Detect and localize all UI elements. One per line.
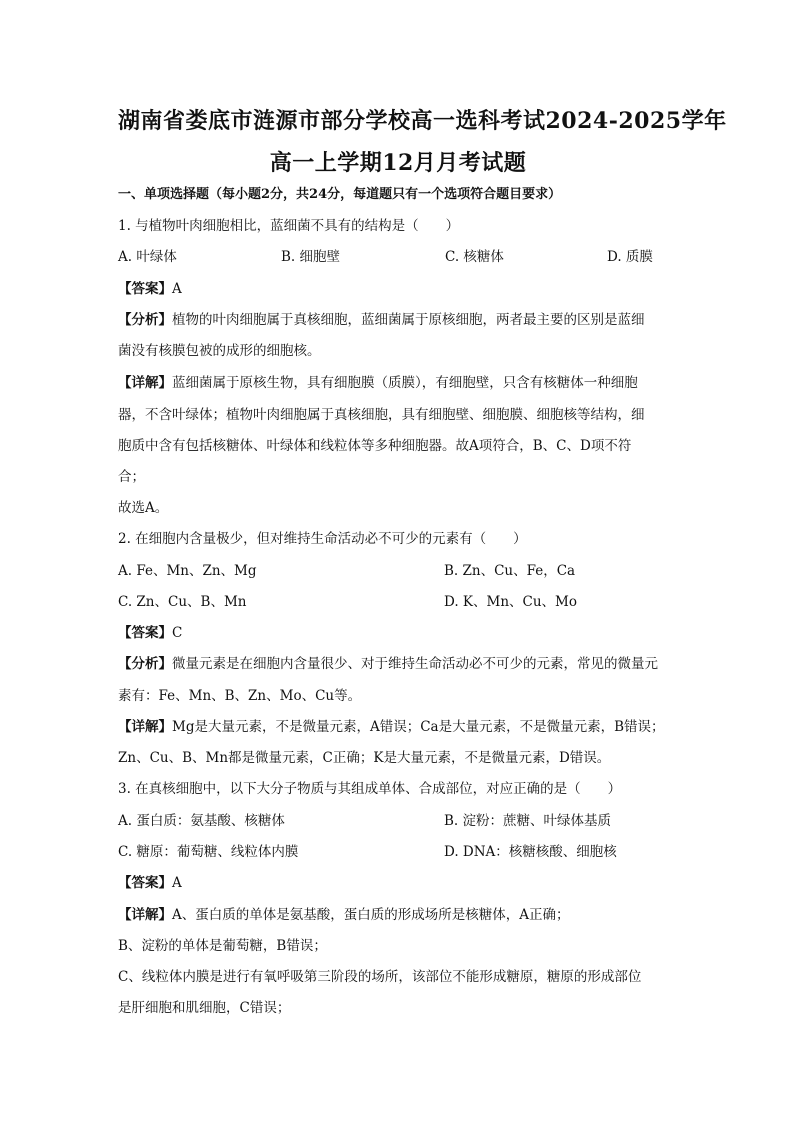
analysis-text: 微量元素是在细胞内含量很少、对于维持生命活动必不可少的元素，常见的微量元 bbox=[172, 656, 658, 672]
option-d: D. 质膜 bbox=[607, 249, 653, 265]
question-3-detail-line bbox=[118, 905, 678, 925]
detail-text: Mg是大量元素，不是微量元素，A错误；Ca是大量元素，不是微量元素，B错误； bbox=[172, 719, 665, 735]
question-1-conclusion: 故选A。 bbox=[118, 500, 169, 516]
question-1-analysis-line bbox=[118, 310, 678, 330]
section-heading: 一、单项选择题（每小题2分，共24分，每道题只有一个选项符合题目要求） bbox=[118, 187, 562, 202]
detail-text: 蓝细菌属于原核生物，具有细胞膜（质膜），有细胞壁，只含有核糖体一种细胞 bbox=[172, 375, 638, 391]
option-b: B. Zn、Cu、Fe，Ca bbox=[444, 563, 576, 579]
detail-tag: 【详解】 bbox=[118, 907, 172, 923]
option-b: B. 细胞壁 bbox=[281, 249, 341, 265]
question-3-detail-line: B、淀粉的单体是葡萄糖，B错误； bbox=[118, 938, 327, 954]
option-d: D. K、Mn、Cu、Mo bbox=[444, 594, 578, 610]
question-2-analysis-line bbox=[118, 654, 678, 674]
answer-tag: 【答案】 bbox=[118, 625, 172, 641]
analysis-tag: 【分析】 bbox=[118, 312, 172, 328]
question-1-analysis-line: 菌没有核膜包被的成形的细胞核。 bbox=[118, 343, 321, 359]
option-a: A. 叶绿体 bbox=[118, 249, 177, 265]
question-2-detail-line bbox=[118, 717, 678, 737]
answer-tag: 【答案】 bbox=[118, 875, 172, 891]
question-1-answer bbox=[118, 279, 678, 299]
answer-value: A bbox=[172, 281, 182, 297]
answer-value: A bbox=[172, 875, 182, 891]
detail-tag: 【详解】 bbox=[118, 719, 172, 735]
question-3-detail-line: 是肝细胞和肌细胞，C错误； bbox=[118, 1000, 291, 1016]
question-3-stem: 3. 在真核细胞中，以下大分子物质与其组成单体、合成部位，对应正确的是（ ） bbox=[118, 781, 622, 797]
answer-value: C bbox=[172, 625, 183, 641]
detail-tag: 【详解】 bbox=[118, 375, 172, 391]
question-1-detail-line: 器，不含叶绿体；植物叶肉细胞属于真核细胞，具有细胞壁、细胞膜、细胞核等结构，细 bbox=[118, 407, 645, 423]
option-c: C. Zn、Cu、B、Mn bbox=[118, 594, 247, 610]
question-1-stem: 1. 与植物叶肉细胞相比，蓝细菌不具有的结构是（ ） bbox=[118, 218, 460, 234]
answer-tag: 【答案】 bbox=[118, 281, 172, 297]
option-d: D. DNA：核糖核酸、细胞核 bbox=[444, 844, 617, 860]
page-title-line-1: 湖南省娄底市涟源市部分学校高一选科考试2024-2025学年 bbox=[118, 108, 727, 134]
question-2-analysis-line: 素有：Fe、Mn、B、Zn、Mo、Cu等。 bbox=[118, 688, 362, 704]
detail-text: A、蛋白质的单体是氨基酸，蛋白质的形成场所是核糖体，A正确； bbox=[172, 907, 570, 923]
option-c: C. 核糖体 bbox=[445, 249, 504, 265]
question-3-detail-line: C、线粒体内膜是进行有氧呼吸第三阶段的场所，该部位不能形成糖原，糖原的形成部位 bbox=[118, 969, 642, 985]
question-1-detail-line bbox=[118, 373, 678, 393]
option-b: B. 淀粉：蔗糖、叶绿体基质 bbox=[444, 813, 612, 829]
option-a: A. 蛋白质：氨基酸、核糖体 bbox=[118, 813, 285, 829]
question-3-answer bbox=[118, 873, 678, 893]
analysis-text: 植物的叶肉细胞属于真核细胞，蓝细菌属于原核细胞，两者最主要的区别是蓝细 bbox=[172, 312, 645, 328]
option-a: A. Fe、Mn、Zn、Mg bbox=[118, 563, 257, 579]
option-c: C. 糖原：葡萄糖、线粒体内膜 bbox=[118, 844, 299, 860]
question-1-detail-line: 胞质中含有包括核糖体、叶绿体和线粒体等多种细胞器。故A项符合，B、C、D项不符 bbox=[118, 438, 632, 454]
question-1-detail-line: 合； bbox=[118, 469, 145, 485]
question-2-detail-line: Zn、Cu、B、Mn都是微量元素，C正确；K是大量元素，不是微量元素，D错误。 bbox=[118, 750, 611, 766]
question-2-stem: 2. 在细胞内含量极少，但对维持生命活动必不可少的元素有（ ） bbox=[118, 531, 527, 547]
question-2-answer bbox=[118, 623, 678, 643]
analysis-tag: 【分析】 bbox=[118, 656, 172, 672]
page-title-line-2: 高一上学期12月月考试题 bbox=[269, 150, 527, 176]
